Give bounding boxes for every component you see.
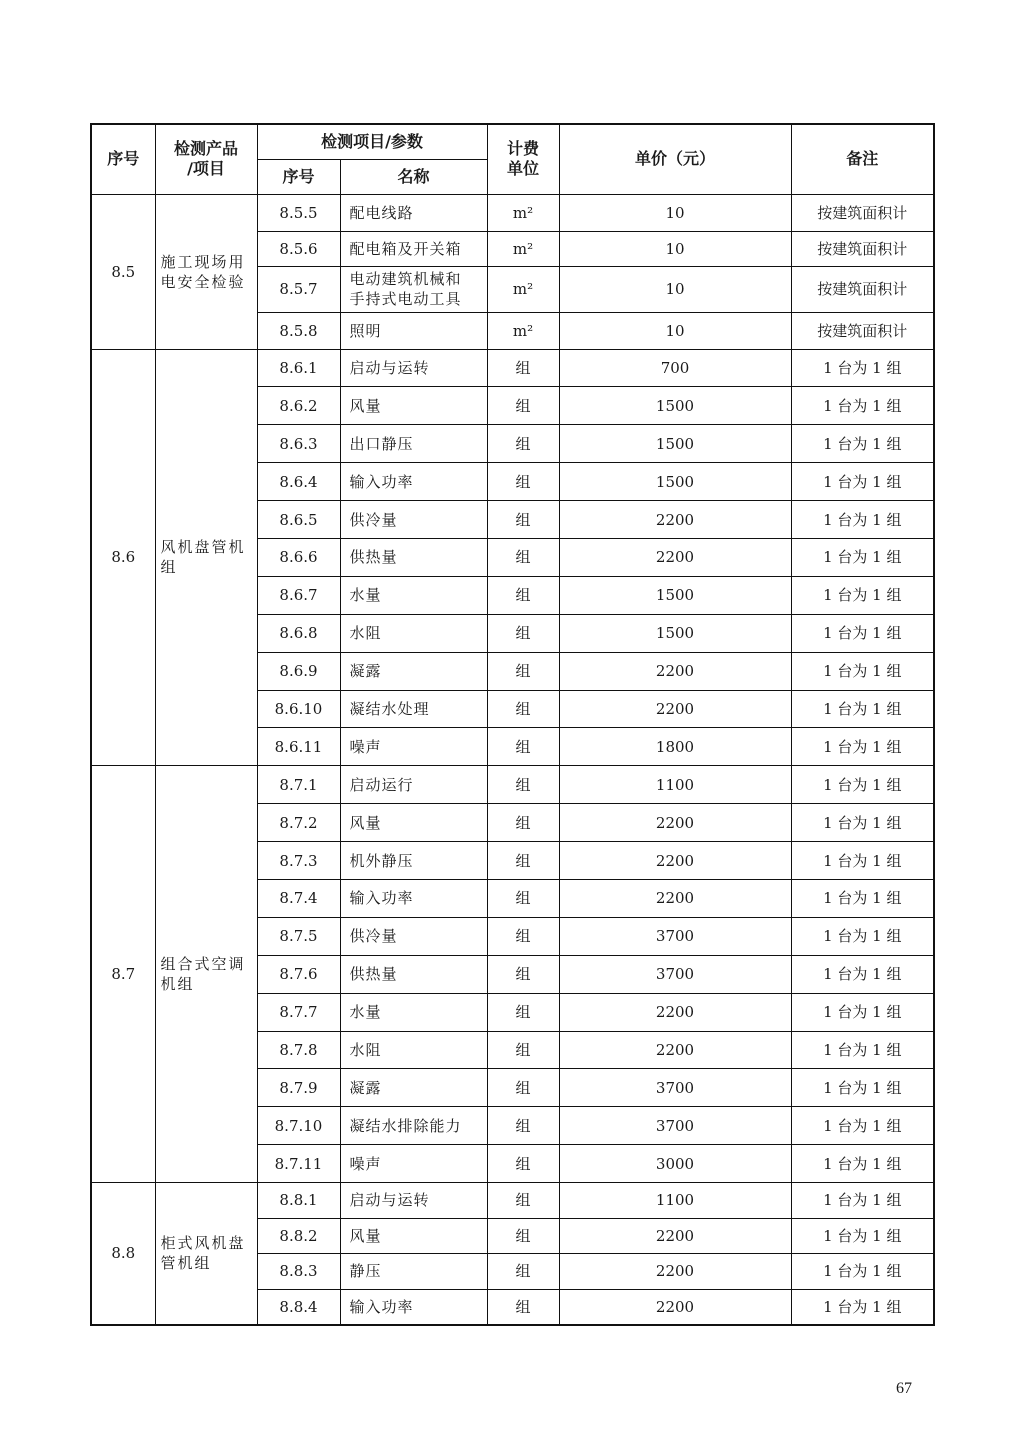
param-seq: 8.6.1 — [257, 349, 340, 387]
remark: 1 台为 1 组 — [791, 614, 934, 652]
group-name-line: 施工现场用 — [160, 252, 246, 271]
billing-unit: 组 — [487, 387, 559, 425]
remark: 1 台为 1 组 — [791, 1289, 934, 1325]
unit-price: 3700 — [559, 1069, 791, 1107]
billing-unit: 组 — [487, 538, 559, 576]
billing-unit: 组 — [487, 879, 559, 917]
group-name — [155, 194, 257, 349]
billing-unit: 组 — [487, 1145, 559, 1183]
header-unit-line1: 计费 — [507, 139, 540, 159]
unit-price: 1100 — [559, 1183, 791, 1219]
param-name — [340, 266, 487, 312]
param-seq: 8.7.6 — [257, 955, 340, 993]
billing-unit: 组 — [487, 1289, 559, 1325]
param-seq: 8.7.9 — [257, 1069, 340, 1107]
billing-unit: 组 — [487, 1254, 559, 1290]
param-name: 凝露 — [340, 1069, 487, 1107]
billing-unit: 组 — [487, 349, 559, 387]
remark: 1 台为 1 组 — [791, 728, 934, 766]
header-remark: 备注 — [791, 124, 934, 194]
param-seq: 8.7.7 — [257, 993, 340, 1031]
remark: 1 台为 1 组 — [791, 652, 934, 690]
remark: 1 台为 1 组 — [791, 1218, 934, 1254]
param-name: 照明 — [340, 312, 487, 349]
param-seq: 8.5.8 — [257, 312, 340, 349]
param-name: 供热量 — [340, 538, 487, 576]
unit-price: 2200 — [559, 842, 791, 880]
unit-price: 1100 — [559, 766, 791, 804]
billing-unit: 组 — [487, 1069, 559, 1107]
group-name-line: 柜式风机盘 — [160, 1234, 246, 1253]
table-header — [91, 124, 934, 194]
unit-price: 2200 — [559, 1218, 791, 1254]
billing-unit: 组 — [487, 425, 559, 463]
param-name: 凝露 — [340, 652, 487, 690]
unit-price: 3700 — [559, 955, 791, 993]
group-name-line: 管机组 — [160, 1254, 212, 1273]
unit-price: 2200 — [559, 1254, 791, 1290]
param-name: 噪声 — [340, 728, 487, 766]
param-name: 风量 — [340, 804, 487, 842]
group-name-line: 组合式空调 — [160, 955, 246, 974]
header-product-line2: /项目 — [187, 159, 225, 179]
remark: 1 台为 1 组 — [791, 538, 934, 576]
unit-price: 1500 — [559, 614, 791, 652]
param-name: 机外静压 — [340, 842, 487, 880]
param-seq: 8.7.3 — [257, 842, 340, 880]
group-id: 8.5 — [91, 194, 155, 349]
remark: 1 台为 1 组 — [791, 1254, 934, 1290]
unit-price: 1500 — [559, 425, 791, 463]
billing-unit: 组 — [487, 728, 559, 766]
param-seq: 8.6.5 — [257, 501, 340, 539]
table-body — [91, 194, 934, 1325]
remark: 1 台为 1 组 — [791, 1031, 934, 1069]
param-name: 水阻 — [340, 1031, 487, 1069]
billing-unit: 组 — [487, 690, 559, 728]
unit-price: 3000 — [559, 1145, 791, 1183]
group-name-line: 组 — [160, 558, 178, 577]
param-seq: 8.7.5 — [257, 917, 340, 955]
param-name: 出口静压 — [340, 425, 487, 463]
billing-unit: 组 — [487, 576, 559, 614]
param-seq: 8.7.10 — [257, 1107, 340, 1145]
param-seq: 8.6.3 — [257, 425, 340, 463]
billing-unit: m² — [487, 266, 559, 312]
unit-price: 3700 — [559, 1107, 791, 1145]
unit-price: 10 — [559, 231, 791, 266]
fee-table — [90, 123, 935, 1326]
remark: 1 台为 1 组 — [791, 576, 934, 614]
billing-unit: 组 — [487, 842, 559, 880]
param-name: 启动运行 — [340, 766, 487, 804]
param-seq: 8.7.4 — [257, 879, 340, 917]
param-seq: 8.8.4 — [257, 1289, 340, 1325]
param-seq: 8.6.8 — [257, 614, 340, 652]
unit-price: 10 — [559, 194, 791, 231]
remark: 1 台为 1 组 — [791, 766, 934, 804]
remark: 按建筑面积计 — [791, 194, 934, 231]
unit-price: 2200 — [559, 538, 791, 576]
group-name-line: 风机盘管机 — [160, 538, 246, 557]
header-price: 单价（元） — [559, 124, 791, 194]
param-seq: 8.6.10 — [257, 690, 340, 728]
unit-price: 2200 — [559, 993, 791, 1031]
unit-price: 2200 — [559, 1031, 791, 1069]
remark: 1 台为 1 组 — [791, 1107, 934, 1145]
unit-price: 3700 — [559, 917, 791, 955]
param-name: 配电箱及开关箱 — [340, 231, 487, 266]
unit-price: 2200 — [559, 690, 791, 728]
param-name-line: 电动建筑机械和 — [349, 270, 462, 288]
billing-unit: 组 — [487, 766, 559, 804]
param-seq: 8.5.6 — [257, 231, 340, 266]
remark: 1 台为 1 组 — [791, 804, 934, 842]
group-name-line: 机组 — [160, 975, 195, 994]
billing-unit: 组 — [487, 917, 559, 955]
billing-unit: 组 — [487, 1218, 559, 1254]
remark: 1 台为 1 组 — [791, 842, 934, 880]
unit-price: 2200 — [559, 804, 791, 842]
param-seq: 8.6.11 — [257, 728, 340, 766]
remark: 1 台为 1 组 — [791, 425, 934, 463]
header-param-group: 检测项目/参数 — [257, 124, 487, 159]
param-seq: 8.6.2 — [257, 387, 340, 425]
remark: 1 台为 1 组 — [791, 917, 934, 955]
param-name: 凝结水排除能力 — [340, 1107, 487, 1145]
param-name: 静压 — [340, 1254, 487, 1290]
unit-price: 1500 — [559, 576, 791, 614]
remark: 按建筑面积计 — [791, 266, 934, 312]
param-seq: 8.8.2 — [257, 1218, 340, 1254]
remark: 1 台为 1 组 — [791, 349, 934, 387]
remark: 1 台为 1 组 — [791, 463, 934, 501]
group-id: 8.6 — [91, 349, 155, 766]
unit-price: 10 — [559, 266, 791, 312]
param-name: 输入功率 — [340, 879, 487, 917]
param-name: 水阻 — [340, 614, 487, 652]
param-name: 供冷量 — [340, 917, 487, 955]
remark: 1 台为 1 组 — [791, 879, 934, 917]
param-name-line: 手持式电动工具 — [349, 290, 462, 308]
remark: 1 台为 1 组 — [791, 1183, 934, 1219]
header-param-seq: 序号 — [257, 159, 340, 194]
billing-unit: 组 — [487, 463, 559, 501]
remark: 1 台为 1 组 — [791, 501, 934, 539]
unit-price: 1500 — [559, 463, 791, 501]
param-name: 风量 — [340, 1218, 487, 1254]
billing-unit: 组 — [487, 614, 559, 652]
param-name: 风量 — [340, 387, 487, 425]
remark: 1 台为 1 组 — [791, 690, 934, 728]
header-unit — [487, 124, 559, 194]
remark: 1 台为 1 组 — [791, 955, 934, 993]
header-unit-line2: 单位 — [507, 159, 540, 179]
remark: 1 台为 1 组 — [791, 993, 934, 1031]
param-seq: 8.8.3 — [257, 1254, 340, 1290]
header-product — [155, 124, 257, 194]
billing-unit: 组 — [487, 501, 559, 539]
param-seq: 8.8.1 — [257, 1183, 340, 1219]
table-row — [91, 766, 934, 804]
remark: 1 台为 1 组 — [791, 387, 934, 425]
param-name: 供热量 — [340, 955, 487, 993]
table-row — [91, 349, 934, 387]
billing-unit: 组 — [487, 955, 559, 993]
group-name — [155, 766, 257, 1183]
param-seq: 8.7.1 — [257, 766, 340, 804]
param-seq: 8.7.2 — [257, 804, 340, 842]
unit-price: 10 — [559, 312, 791, 349]
unit-price: 2200 — [559, 652, 791, 690]
param-seq: 8.6.7 — [257, 576, 340, 614]
billing-unit: 组 — [487, 1183, 559, 1219]
group-name-line: 电安全检验 — [160, 272, 246, 291]
billing-unit: m² — [487, 194, 559, 231]
param-name: 启动与运转 — [340, 349, 487, 387]
param-name: 水量 — [340, 993, 487, 1031]
param-name: 噪声 — [340, 1145, 487, 1183]
param-name: 输入功率 — [340, 463, 487, 501]
param-name: 配电线路 — [340, 194, 487, 231]
billing-unit: 组 — [487, 993, 559, 1031]
param-seq: 8.6.4 — [257, 463, 340, 501]
header-seq: 序号 — [91, 124, 155, 194]
unit-price: 1800 — [559, 728, 791, 766]
remark: 按建筑面积计 — [791, 312, 934, 349]
billing-unit: 组 — [487, 1107, 559, 1145]
remark: 按建筑面积计 — [791, 231, 934, 266]
unit-price: 700 — [559, 349, 791, 387]
param-seq: 8.5.7 — [257, 266, 340, 312]
param-seq: 8.6.9 — [257, 652, 340, 690]
remark: 1 台为 1 组 — [791, 1145, 934, 1183]
header-product-line1: 检测产品 — [173, 139, 238, 159]
billing-unit: m² — [487, 312, 559, 349]
group-name — [155, 1183, 257, 1325]
param-seq: 8.7.8 — [257, 1031, 340, 1069]
table-row — [91, 194, 934, 231]
billing-unit: m² — [487, 231, 559, 266]
billing-unit: 组 — [487, 652, 559, 690]
param-name: 启动与运转 — [340, 1183, 487, 1219]
page-number: 67 — [896, 1380, 912, 1397]
param-seq: 8.5.5 — [257, 194, 340, 231]
group-name — [155, 349, 257, 766]
header-param-name: 名称 — [340, 159, 487, 194]
unit-price: 1500 — [559, 387, 791, 425]
param-name: 水量 — [340, 576, 487, 614]
unit-price: 2200 — [559, 501, 791, 539]
table-row — [91, 1183, 934, 1219]
param-seq: 8.7.11 — [257, 1145, 340, 1183]
param-seq: 8.6.6 — [257, 538, 340, 576]
billing-unit: 组 — [487, 804, 559, 842]
group-id: 8.8 — [91, 1183, 155, 1325]
billing-unit: 组 — [487, 1031, 559, 1069]
param-name: 输入功率 — [340, 1289, 487, 1325]
param-name: 供冷量 — [340, 501, 487, 539]
remark: 1 台为 1 组 — [791, 1069, 934, 1107]
unit-price: 2200 — [559, 879, 791, 917]
group-id: 8.7 — [91, 766, 155, 1183]
unit-price: 2200 — [559, 1289, 791, 1325]
param-name: 凝结水处理 — [340, 690, 487, 728]
